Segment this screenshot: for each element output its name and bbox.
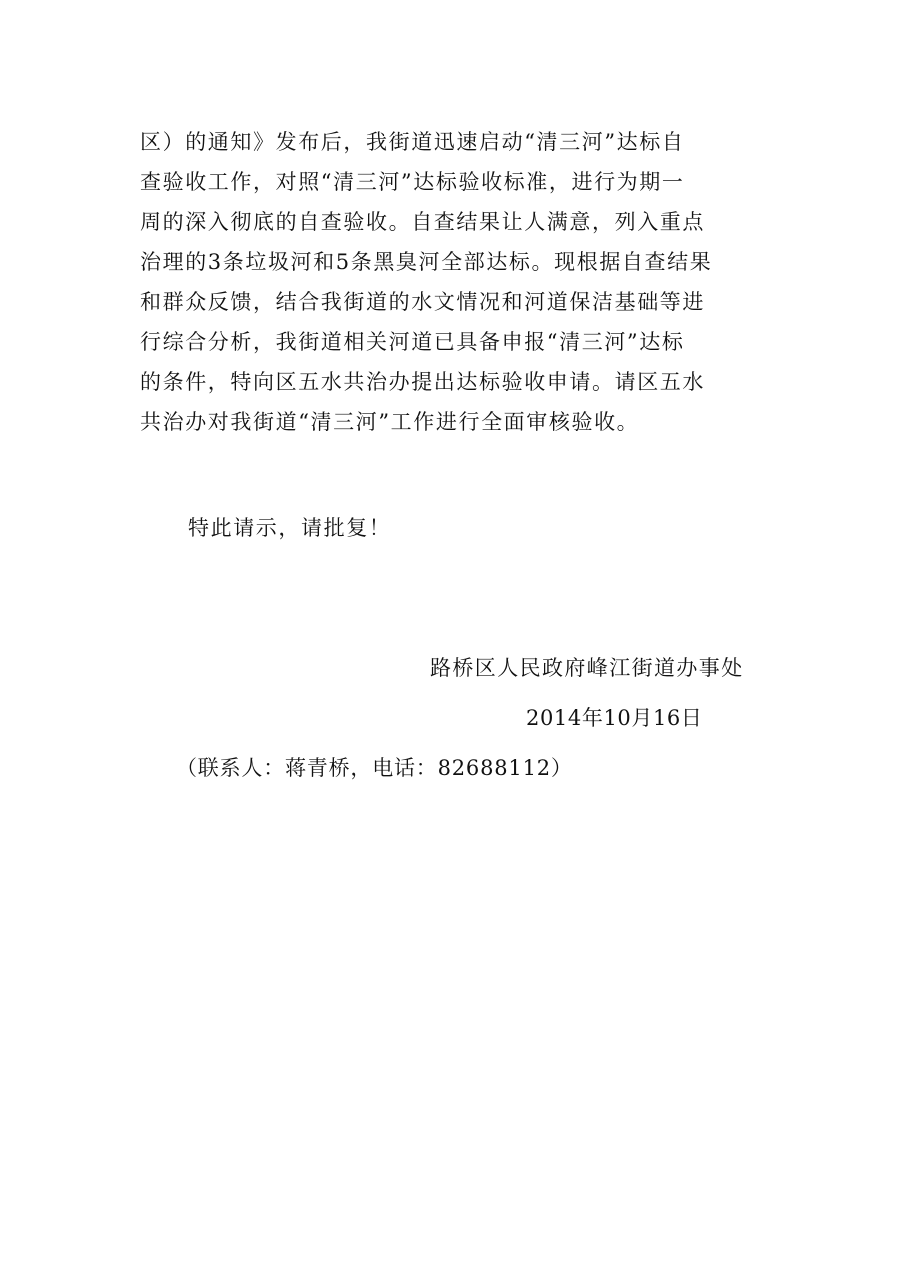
closing-remark: 特此请示，请批复！ [188, 516, 392, 540]
paragraph-line: 区）的通知》发布后，我街道迅速启动“清三河”达标自 [140, 130, 685, 154]
contact-info: （联系人：蒋青桥，电话：82688112） [176, 756, 573, 780]
paragraph-line: 共治办对我街道“清三河”工作进行全面审核验收。 [140, 410, 640, 434]
paragraph-line: 和群众反馈，结合我街道的水文情况和河道保洁基础等进 [140, 290, 705, 314]
body-paragraph [140, 122, 780, 442]
issue-date: 2014年10月16日 [526, 706, 703, 730]
paragraph-line: 查验收工作，对照“清三河”达标验收标准，进行为期一 [140, 170, 685, 194]
paragraph-line: 治理的3条垃圾河和5条黑臭河全部达标。现根据自查结果 [140, 250, 713, 274]
paragraph-line: 的条件，特向区五水共治办提出达标验收申请。请区五水 [140, 370, 705, 394]
paragraph-line: 行综合分析，我街道相关河道已具备申报“清三河”达标 [140, 330, 685, 354]
issuer-signature: 路桥区人民政府峰江街道办事处 [430, 656, 744, 680]
paragraph-line: 周的深入彻底的自查验收。自查结果让人满意，列入重点 [140, 210, 705, 234]
